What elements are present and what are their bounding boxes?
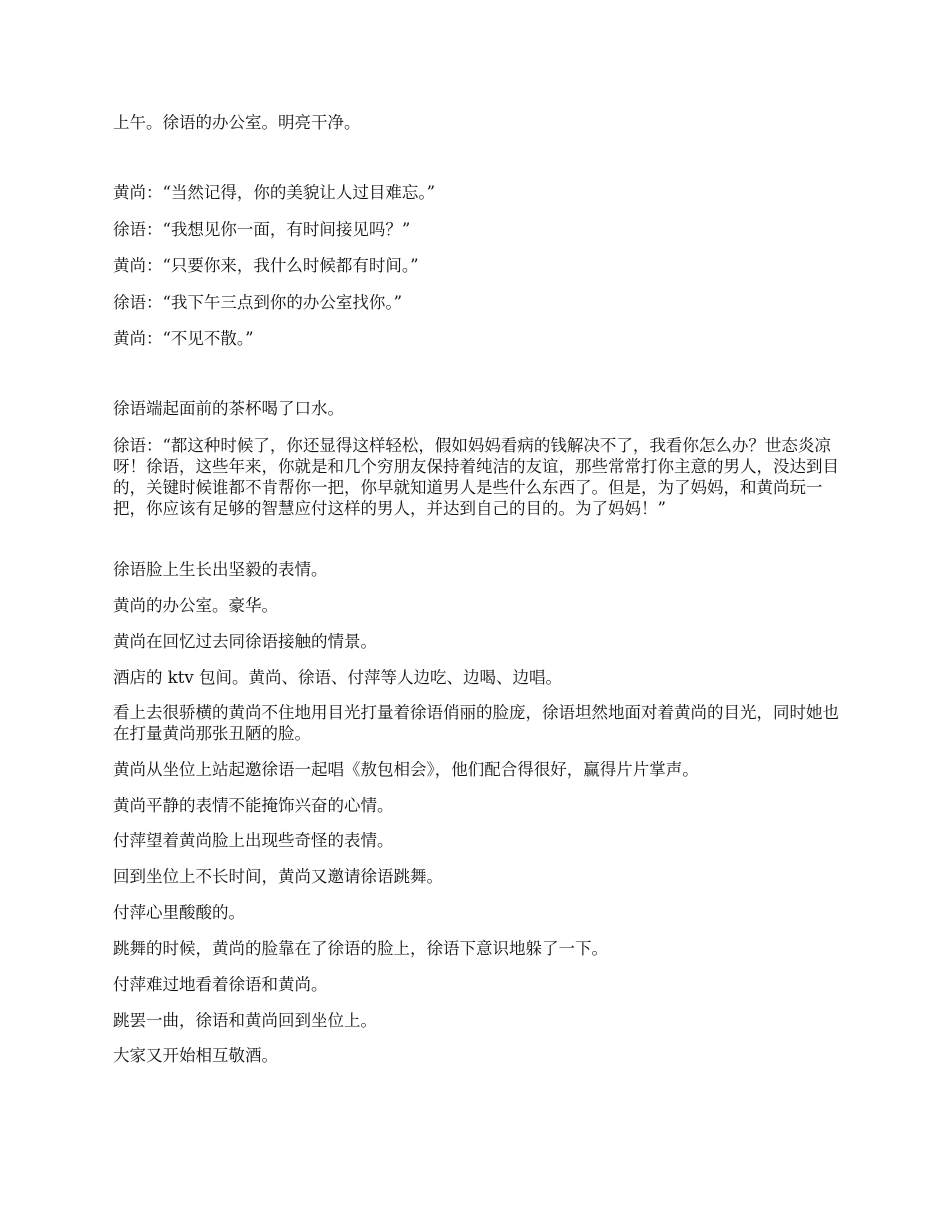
paragraph-1: 上午。徐语的办公室。明亮干净。: [113, 113, 361, 132]
paragraph-17: 回到坐位上不长时间，黄尚又邀请徐语跳舞。: [113, 867, 443, 886]
paragraph-2: 黄尚：“当然记得，你的美貌让人过目难忘。”: [113, 183, 436, 202]
paragraph-5: 徐语：“我下午三点到你的办公室找你。”: [113, 293, 403, 312]
paragraph-4: 黄尚：“只要你来，我什么时候都有时间。”: [113, 256, 419, 275]
paragraph-8: 徐语：“都这种时候了，你还显得这样轻松，假如妈妈看病的钱解决不了，我看你怎么办？世态炎凉呀！徐语，这些年来，你就是和几个穷朋友保持着纯洁的友谊，那些常常打你主意的男人，没达到目的，关键时候谁都不肯帮你一把，你早就知道男人是些什么东西了。但是，为了妈妈，和黄尚玩一把，你应该有足够的智慧应付这样的男人，并达到自己的目的。为了妈妈！”: [113, 436, 839, 518]
paragraph-3: 徐语：“我想见你一面，有时间接见吗？”: [113, 220, 411, 239]
paragraph-15: 黄尚平静的表情不能掩饰兴奋的心情。: [113, 796, 394, 815]
paragraph-18: 付萍心里酸酸的。: [113, 903, 245, 922]
paragraph-13: 看上去很骄横的黄尚不住地用目光打量着徐语俏丽的脸庞，徐语坦然地面对着黄尚的目光，同时她也在打量黄尚那张丑陋的脸。: [113, 703, 839, 743]
paragraph-22: 大家又开始相互敬酒。: [113, 1046, 278, 1065]
paragraph-9: 徐语脸上生长出坚毅的表情。: [113, 560, 328, 579]
paragraph-11: 黄尚在回忆过去同徐语接触的情景。: [113, 632, 377, 651]
paragraph-21: 跳罢一曲，徐语和黄尚回到坐位上。: [113, 1011, 377, 1030]
paragraph-7: 徐语端起面前的茶杯喝了口水。: [113, 399, 344, 418]
paragraph-14: 黄尚从坐位上站起邀徐语一起唱《敖包相会》，他们配合得很好，赢得片片掌声。: [113, 760, 699, 779]
paragraph-10: 黄尚的办公室。豪华。: [113, 596, 278, 615]
paragraph-12: 酒店的 ktv 包间。黄尚、徐语、付萍等人边吃、边喝、边唱。: [113, 668, 562, 687]
paragraph-19: 跳舞的时候，黄尚的脸靠在了徐语的脸上，徐语下意识地躲了一下。: [113, 939, 608, 958]
paragraph-6: 黄尚：“不见不散。”: [113, 329, 254, 348]
paragraph-20: 付萍难过地看着徐语和黄尚。: [113, 975, 328, 994]
paragraph-16: 付萍望着黄尚脸上出现些奇怪的表情。: [113, 831, 394, 850]
